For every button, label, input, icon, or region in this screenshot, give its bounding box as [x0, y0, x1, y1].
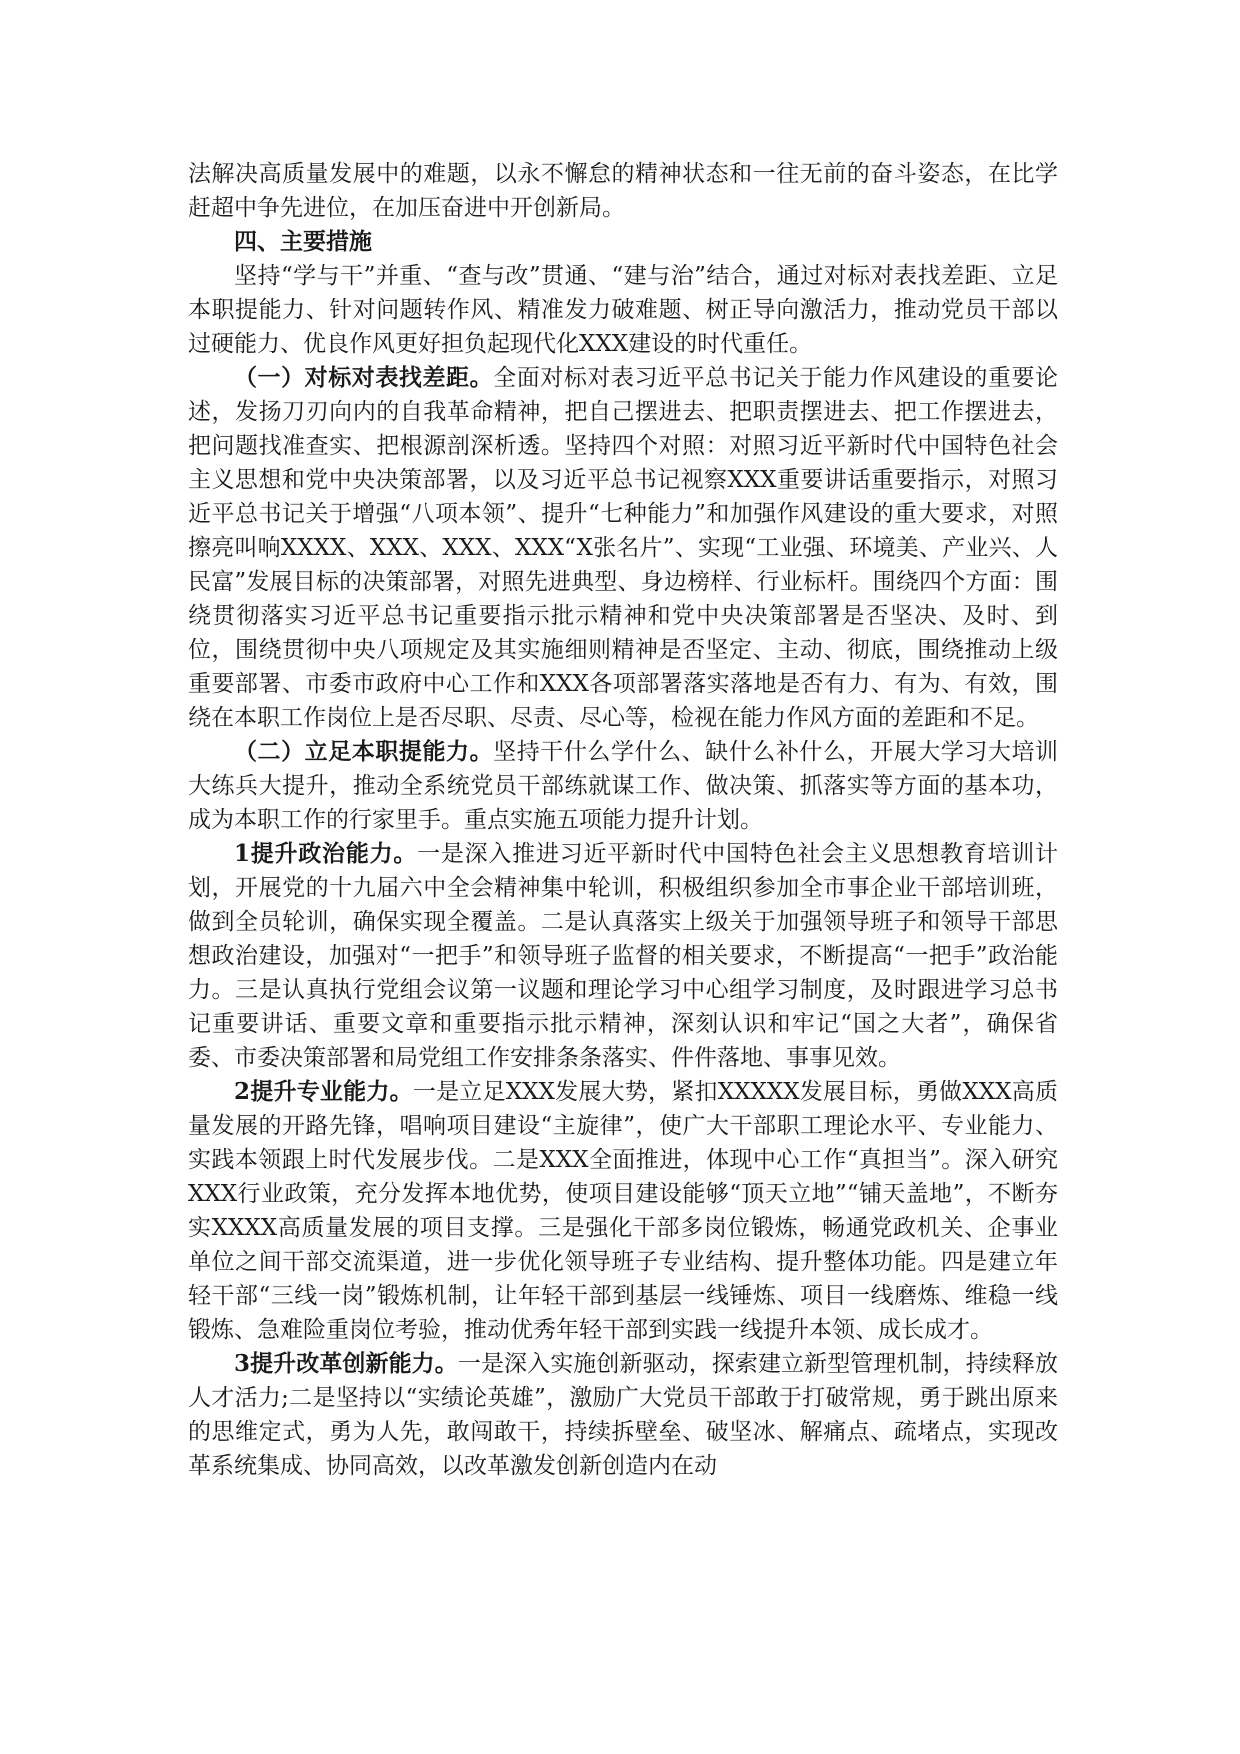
paragraph-political-ability	[188, 837, 1058, 1075]
paragraph-measures-intro: 坚持“学与干”并重、“查与改”贯通、“建与治”结合，通过对标对表找差距、立足本职提能力、针对问题转作风、精准发力破难题、树正导向激活力，推动党员干部以过硬能力、优良作风更好担负起现代化XXX建设的时代重任。	[188, 263, 1058, 357]
paragraph-benchmark-gaps	[188, 361, 1058, 735]
paragraph-body: 全面对标对表习近平总书记关于能力作风建设的重要论述，发扬刀刃向内的自我革命精神，把自己摆进去、把职责摆进去、把工作摆进去，把问题找准查实、把根源剖深析透。坚持四个对照：对照习近平新时代中国特色社会主义思想和党中央决策部署，以及习近平总书记视察XXX重要讲话重要指示，对照习近平总书记关于增强“八项本领”、提升“七种能力”和加强作风建设的重大要求，对照擦亮叫响XXXX、XXX、XXX、XXX“X张名片”、实现“工业强、环境美、产业兴、人民富”发展目标的决策部署，对照先进典型、身边榜样、行业标杆。围绕四个方面：围绕贯彻落实习近平总书记重要指示批示精神和党中央决策部署是否坚决、及时、到位，围绕贯彻中央八项规定及其实施细则精神是否坚定、主动、彻底，围绕推动上级重要部署、市委市政府中心工作和XXX各项部署落实落地是否有力、有为、有效，围绕在本职工作岗位上是否尽职、尽责、尽心等，检视在能力作风方面的差距和不足。	[188, 365, 1059, 731]
paragraph-continuation: 法解决高质量发展中的难题，以永不懈怠的精神状态和一往无前的奋斗姿态，在比学赶超中争先进位，在加压奋进中开创新局。	[188, 161, 1058, 221]
subheading-improve-capability: （二）立足本职提能力。	[234, 738, 494, 765]
subheading-benchmark-gaps: （一）对标对表找差距。	[234, 364, 494, 391]
paragraph-body: 一是深入实施创新驱动，探索建立新型管理机制，持续释放人才活力;二是坚持以“实绩论英雄”，激励广大党员干部敢于打破常规，勇于跳出原来的思维定式，勇为人先，敢闯敢干，持续拆壁垒、破坚冰、解痛点、疏堵点，实现改革系统集成、协同高效，以改革激发创新创造内在动	[188, 1351, 1058, 1479]
paragraph-body: 一是立足XXX发展大势，紧扣XXXXX发展目标，勇做XXX高质量发展的开路先锋，唱响项目建设“主旋律”，使广大干部职工理论水平、专业能力、实践本领跟上时代发展步伐。二是XXX全面推进，体现中心工作“真担当”。深入研究XXX行业政策，充分发挥本地优势，使项目建设能够“顶天立地”“铺天盖地”，不断夯实XXXX高质量发展的项目支撑。三是强化干部多岗位锻炼，畅通党政机关、企事业单位之间干部交流渠道，进一步优化领导班子专业结构、提升整体功能。四是建立年轻干部“三线一岗”锻炼机制，让年轻干部到基层一线锤炼、项目一线磨炼、维稳一线锻炼、急难险重岗位考验，推动优秀年轻干部到实践一线提升本领、成长成才。	[188, 1079, 1058, 1343]
document-page	[188, 157, 1058, 1483]
subheading-political-ability: 1提升政治能力。	[234, 840, 418, 867]
paragraph-improve-capability	[188, 735, 1058, 837]
paragraph-professional-ability	[188, 1075, 1058, 1347]
subheading-reform-innovation: 3提升改革创新能力。	[234, 1350, 458, 1377]
paragraph-body: 坚持干什么学什么、缺什么补什么，开展大学习大培训大练兵大提升，推动全系统党员干部练就谋工作、做决策、抓落实等方面的基本功，成为本职工作的行家里手。重点实施五项能力提升计划。	[188, 739, 1059, 833]
subheading-professional-ability: 2提升专业能力。	[234, 1078, 413, 1105]
paragraph-reform-innovation	[188, 1347, 1058, 1483]
section-heading-main-measures: 四、主要措施	[234, 228, 372, 255]
paragraph-body: 一是深入推进习近平新时代中国特色社会主义思想教育培训计划，开展党的十九届六中全会精神集中轮训，积极组织参加全市事企业干部培训班，做到全员轮训，确保实现全覆盖。二是认真落实上级关于加强领导班子和领导干部思想政治建设，加强对“一把手”和领导班子监督的相关要求，不断提高“一把手”政治能力。三是认真执行党组会议第一议题和理论学习中心组学习制度，及时跟进学习总书记重要讲话、重要文章和重要指示批示精神，深刻认识和牢记“国之大者”，确保省委、市委决策部署和局党组工作安排条条落实、件件落地、事事见效。	[188, 841, 1058, 1071]
